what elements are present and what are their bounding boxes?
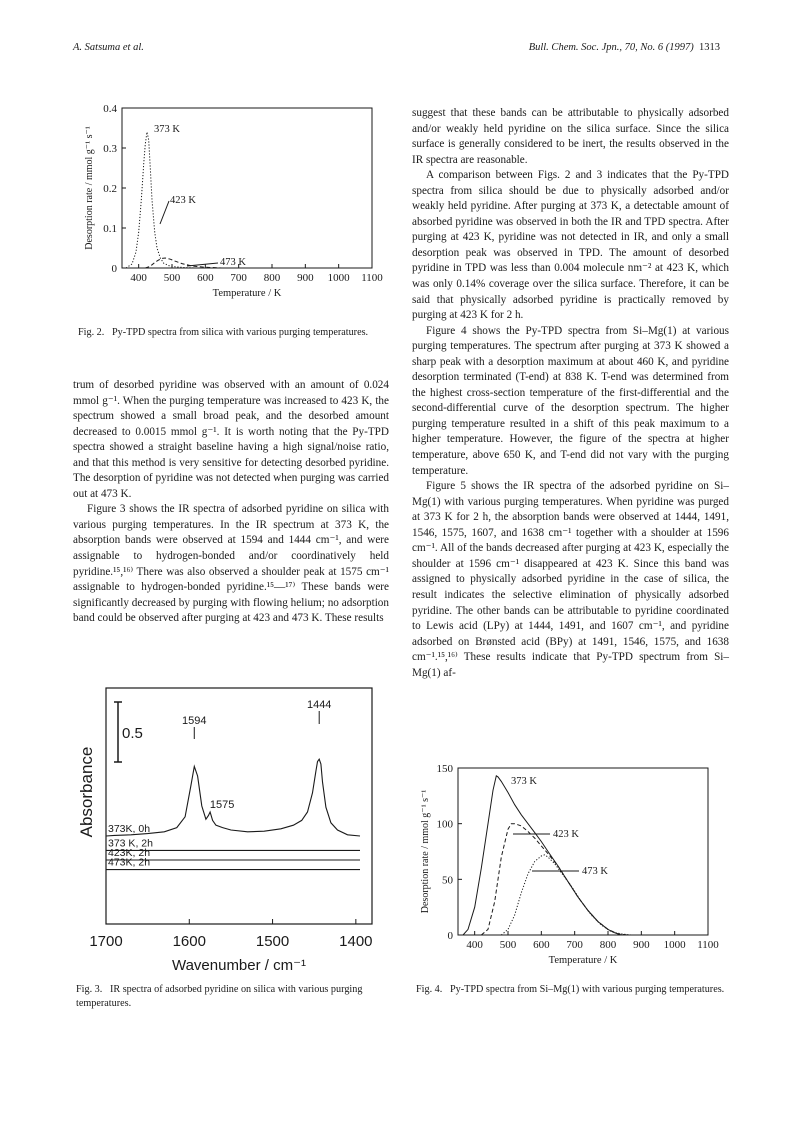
y-axis-label: Absorbance — [77, 746, 96, 838]
peak-label: 1594 — [182, 715, 207, 727]
x-tick-label: 1400 — [339, 933, 373, 950]
scale-bar-label: 0.5 — [122, 725, 143, 742]
y-tick-label: 50 — [442, 874, 453, 887]
series-leader-line — [160, 201, 169, 224]
y-tick-label: 0.4 — [103, 103, 117, 115]
y-tick-label: 100 — [436, 818, 453, 831]
figure-3-chart — [72, 684, 392, 980]
x-tick-label: 800 — [599, 939, 617, 951]
x-tick-label: 1000 — [327, 272, 350, 284]
x-tick-label: 1000 — [663, 939, 686, 951]
journal-citation: Bull. Chem. Soc. Jpn., 70, No. 6 (1997) — [528, 42, 694, 53]
paragraph: A comparison between Figs. 2 and 3 indicates that the Py-TPD spectra from silica should be due to physically adsorbed and/or weakly held pyridine. After purging at 373 K, a detectable amount of absorbed pyridine was observed in both the IR and TPD spectra. After purging at 423 K, pyridine was not detected in IR, and only a small desorption peak was observed in TPD. The amount of desorbed pyridine in TPD was less than 0.004 molecule nm⁻² at 423 K, which was only 0.14% coverage over the silica surface. Therefore, it can be said that physically adsorbed pyridine is practically removed by purging at 423 K for 2 h. — [412, 169, 729, 322]
y-tick-label: 0 — [111, 263, 117, 275]
x-tick-label: 1600 — [172, 933, 206, 950]
series-label: 373 K — [511, 776, 537, 787]
x-axis-label: Temperature / K — [548, 955, 618, 966]
series-label: 373K, 0h — [108, 823, 151, 835]
plot-frame — [106, 688, 372, 924]
x-tick-label: 900 — [633, 939, 650, 951]
figure-3-caption — [76, 983, 386, 1010]
figure-2-caption — [78, 326, 393, 340]
figure-4-chart — [410, 758, 730, 978]
figure-4-caption — [416, 983, 731, 997]
figure-3-caption-label: Fig. 3. — [76, 984, 103, 995]
y-axis-label: Desorption rate / mmol g⁻¹ s⁻¹ — [420, 789, 431, 914]
paragraph: suggest that these bands can be attributable to physically adsorbed and/or weakly held pyridine on the silica surface. Since the silica surface is generally considered to be inert, the results observed in the IR spectra are reasonable. — [412, 107, 729, 166]
x-axis-label: Temperature / K — [212, 288, 282, 299]
figure-2-caption-label: Fig. 2. — [78, 327, 105, 338]
figure-2 — [72, 98, 392, 318]
x-tick-label: 500 — [163, 272, 181, 284]
x-tick-label: 700 — [230, 272, 247, 284]
series-label: 423 K — [553, 829, 579, 840]
series-leader-line — [187, 263, 218, 266]
plot-frame — [458, 768, 708, 935]
x-tick-label: 500 — [499, 939, 517, 951]
series-label: 473 K — [220, 257, 246, 268]
series-label: 423K, 2h — [108, 847, 151, 859]
series-line-373-k — [126, 132, 372, 268]
series-line-373-k — [463, 776, 708, 935]
series-label: 473 K — [582, 866, 608, 877]
figure-3-caption-text: IR spectra of adsorbed pyridine on silica with various purging temperatures. — [76, 984, 363, 1009]
figure-3 — [72, 684, 392, 980]
x-tick-label: 1700 — [89, 933, 123, 950]
right-column-text — [412, 106, 729, 681]
left-column-text — [73, 378, 389, 627]
x-tick-label: 1500 — [255, 933, 290, 950]
running-header-journal — [529, 42, 720, 53]
paragraph: Figure 5 shows the IR spectra of the adsorbed pyridine on Si–Mg(1) with various purging temperatures. When pyridine was purged at 373 K for 2 h, the absorption bands were observed at 1444, 1491, 1546, 1575, 1607, and 1638 cm⁻¹ together with a shoulder at 1596 cm⁻¹. All of the bands decreased after purging at 423 K, especially the shoulder at 1596 cm⁻¹ disappeared at 423 K. Since this band was assigned to physically adsorbed pyridine in the case of silica, the result indicates the selective elimination of physically adsorbed pyridine. The other bands can be attributable to pyridine coordinated to Lewis acid (LPy) at 1444, 1491, and 1607 cm⁻¹, and pyridine adsorbed on Brønsted acid (BPy) at 1491, 1546, 1575, and 1638 cm⁻¹.¹⁵,¹⁶⁾ These results indicate that Py-TPD spectrum from Si–Mg(1) af- — [412, 480, 729, 679]
figure-2-chart — [72, 98, 392, 318]
y-tick-label: 0.3 — [103, 143, 117, 155]
y-tick-label: 0.2 — [103, 183, 117, 195]
figure-4-caption-text: Py-TPD spectra from Si–Mg(1) with various purging temperatures. — [449, 984, 725, 995]
x-tick-label: 1100 — [361, 272, 383, 284]
x-tick-label: 1100 — [697, 939, 719, 951]
x-tick-label: 600 — [197, 272, 214, 284]
series-label: 423 K — [170, 195, 196, 206]
y-tick-label: 0.1 — [103, 223, 117, 235]
series-label: 373 K, 2h — [108, 837, 153, 850]
y-axis-label: Desorption rate / mmol g⁻¹ s⁻¹ — [84, 126, 95, 250]
peak-label: 1444 — [306, 699, 332, 711]
peak-label: 1575 — [209, 799, 235, 811]
x-tick-label: 700 — [566, 939, 583, 951]
figure-4-caption-label: Fig. 4. — [416, 984, 443, 995]
series-label: 473K, 2h — [108, 856, 151, 869]
series-label: 373 K — [154, 124, 180, 135]
x-tick-label: 400 — [130, 272, 147, 284]
figure-2-caption-text: Py-TPD spectra from silica with various purging temperatures. — [111, 327, 369, 338]
y-tick-label: 150 — [436, 763, 453, 775]
figure-4 — [410, 758, 730, 978]
running-header-authors: A. Satsuma et al. — [73, 42, 144, 53]
x-tick-label: 900 — [297, 272, 314, 284]
series-line-423-k — [145, 258, 372, 268]
paragraph: Figure 4 shows the Py-TPD spectra from Si–Mg(1) at various purging temperatures. The spectrum after purging at 373 K showed a sharp peak with a desorption maximum at about 460 K, and pyridine desorption terminated (T-end) at 838 K. T-end was determined from the highest cross-section temperature of the first-differential and the second-differential curve of the desorption spectrum. The higher purging temperature resulted in a shift of this peak maximum to a higher temperature. However, the figure of the spectra at higher temperature, above 650 K, and T-end did not vary with the purging temperature. — [412, 324, 729, 477]
page-number: 1313 — [699, 42, 720, 53]
x-tick-label: 600 — [533, 939, 550, 951]
y-tick-label: 0 — [447, 930, 453, 942]
paragraph: Figure 3 shows the IR spectra of adsorbed pyridine on silica with various purging temperatures. In the IR spectrum at 373 K, the absorption bands were observed at 1594 and 1444 cm⁻¹, and were assignable to hydrogen-bonded and/or coordinatively held pyridine.¹⁵,¹⁶⁾ There was also observed a shoulder peak at 1575 cm⁻¹ assignable to hydrogen-bonded pyridine.¹⁵—¹⁷⁾ These bands were significantly decreased by purging with flowing helium; no adsorption band could be observed after purging at 423 and 473 K. These results — [73, 503, 389, 625]
x-axis-label: Wavenumber / cm⁻¹ — [171, 957, 307, 974]
x-tick-label: 800 — [263, 272, 281, 284]
paragraph: trum of desorbed pyridine was observed with an amount of 0.024 mmol g⁻¹. When the purging temperature was increased to 423 K, the spectrum showed a small broad peak, and the desorbed amount decreased to 0.0015 mmol g⁻¹. It is worth noting that the Py-TPD spectra showed a straight baseline having a high signal/noise ratio, and that this method is very sensitive for detecting desorbed pyridine. The desorption of pyridine was not detected when purging was carried out at 473 K. — [73, 379, 389, 500]
x-tick-label: 400 — [466, 939, 483, 951]
